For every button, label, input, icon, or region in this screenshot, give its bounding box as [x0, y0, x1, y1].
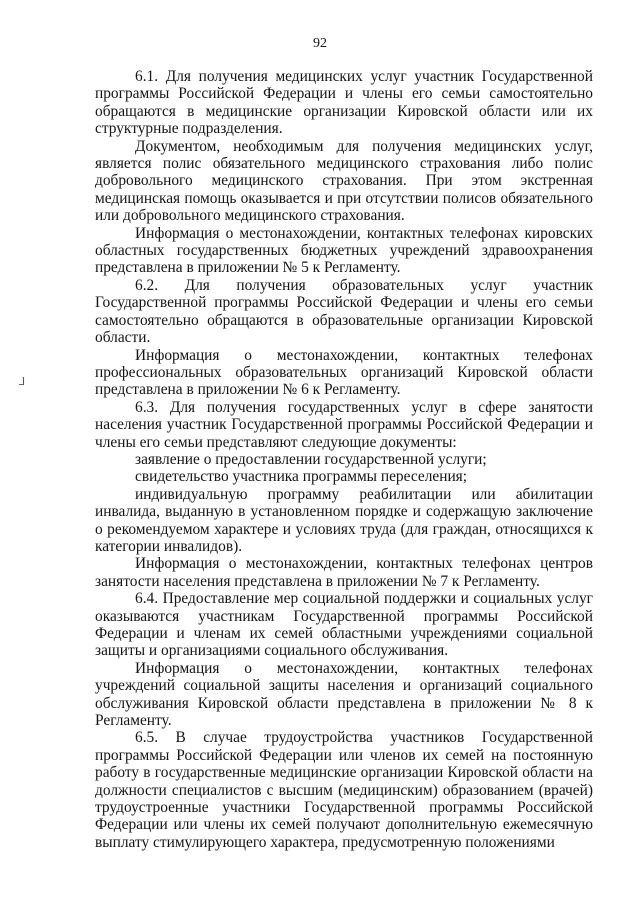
- list-item-certificate: свидетельство участника программы переселения;: [135, 468, 468, 486]
- paragraph-6-5: 6.5. В случае трудоустройства участников Государственной программы Российской Федерации или членов их семей на постоянную работу в государственные медицинские организации Кировской области на должности специалистов с высшим (медицинским) образованием (врачей) трудоустроенные участники Государственной программы Российской Федерации или члены их семей получают дополнительную ежемесячную выплату стимулирующего характера, предусмотренную положениями: [95, 729, 593, 851]
- list-item-application: заявление о предоставлении государственной услуги;: [135, 450, 487, 468]
- paragraph-6-3: 6.3. Для получения государственных услуг в сфере занятости населения участник Государственной программы Российской Федерации и члены его семьи представляют следующие документы:: [95, 398, 593, 451]
- paragraph-policy-document: Документом, необходимым для получения медицинских услуг, является полис обязательного медицинского страхования либо полис добровольного медицинского страхования. При этом экстренная медицинская помощь оказывается и при отсутствии полисов обязательного или добровольного медицинского страхования.: [95, 137, 593, 225]
- paragraph-healthcare-info: Информация о местонахождении, контактных телефонах кировских областных государственных бюджетных учреждений здравоохранения представлена в приложении № 5 к Регламенту.: [95, 224, 593, 277]
- list-item-rehabilitation-program: индивидуальную программу реабилитации или абилитации инвалида, выданную в установленном порядке и содержащую заключение о рекомендуемом характере и условиях труда (для граждан, относящихся к категории инвалидов).: [95, 485, 593, 555]
- page-number: 92: [313, 36, 327, 51]
- paragraph-employment-info: Информация о местонахождении, контактных телефонах центров занятости населения представлена в приложении № 7 к Регламенту.: [95, 555, 593, 590]
- paragraph-6-2: 6.2. Для получения образовательных услуг участник Государственной программы Российской Федерации и члены его семьи самостоятельно обращаются в образовательные организации Кировской области.: [95, 276, 593, 347]
- paragraph-6-4: 6.4. Предоставление мер социальной поддержки и социальных услуг оказываются участникам Государственной программы Российской Федерации и членам их семей областными учреждениями социальной защиты и организациями социального обслуживания.: [95, 590, 593, 660]
- paragraph-6-1: 6.1. Для получения медицинских услуг участник Государственной программы Российской Федерации и члены его семьи самостоятельно обращаются в медицинские организации Кировской области или их структурные подразделения.: [95, 68, 593, 138]
- paragraph-education-info: Информация о местонахождении, контактных телефонах профессиональных образовательных организаций Кировской области представлена в приложении № 6 к Регламенту.: [95, 346, 593, 399]
- margin-mark: ⅃: [19, 376, 26, 388]
- document-body: [95, 68, 593, 851]
- paragraph-social-info: Информация о местонахождении, контактных телефонах учреждений социальной защиты населения и организаций социального обслуживания Кировской области представлена в приложении № 8 к Регламенту.: [95, 659, 593, 730]
